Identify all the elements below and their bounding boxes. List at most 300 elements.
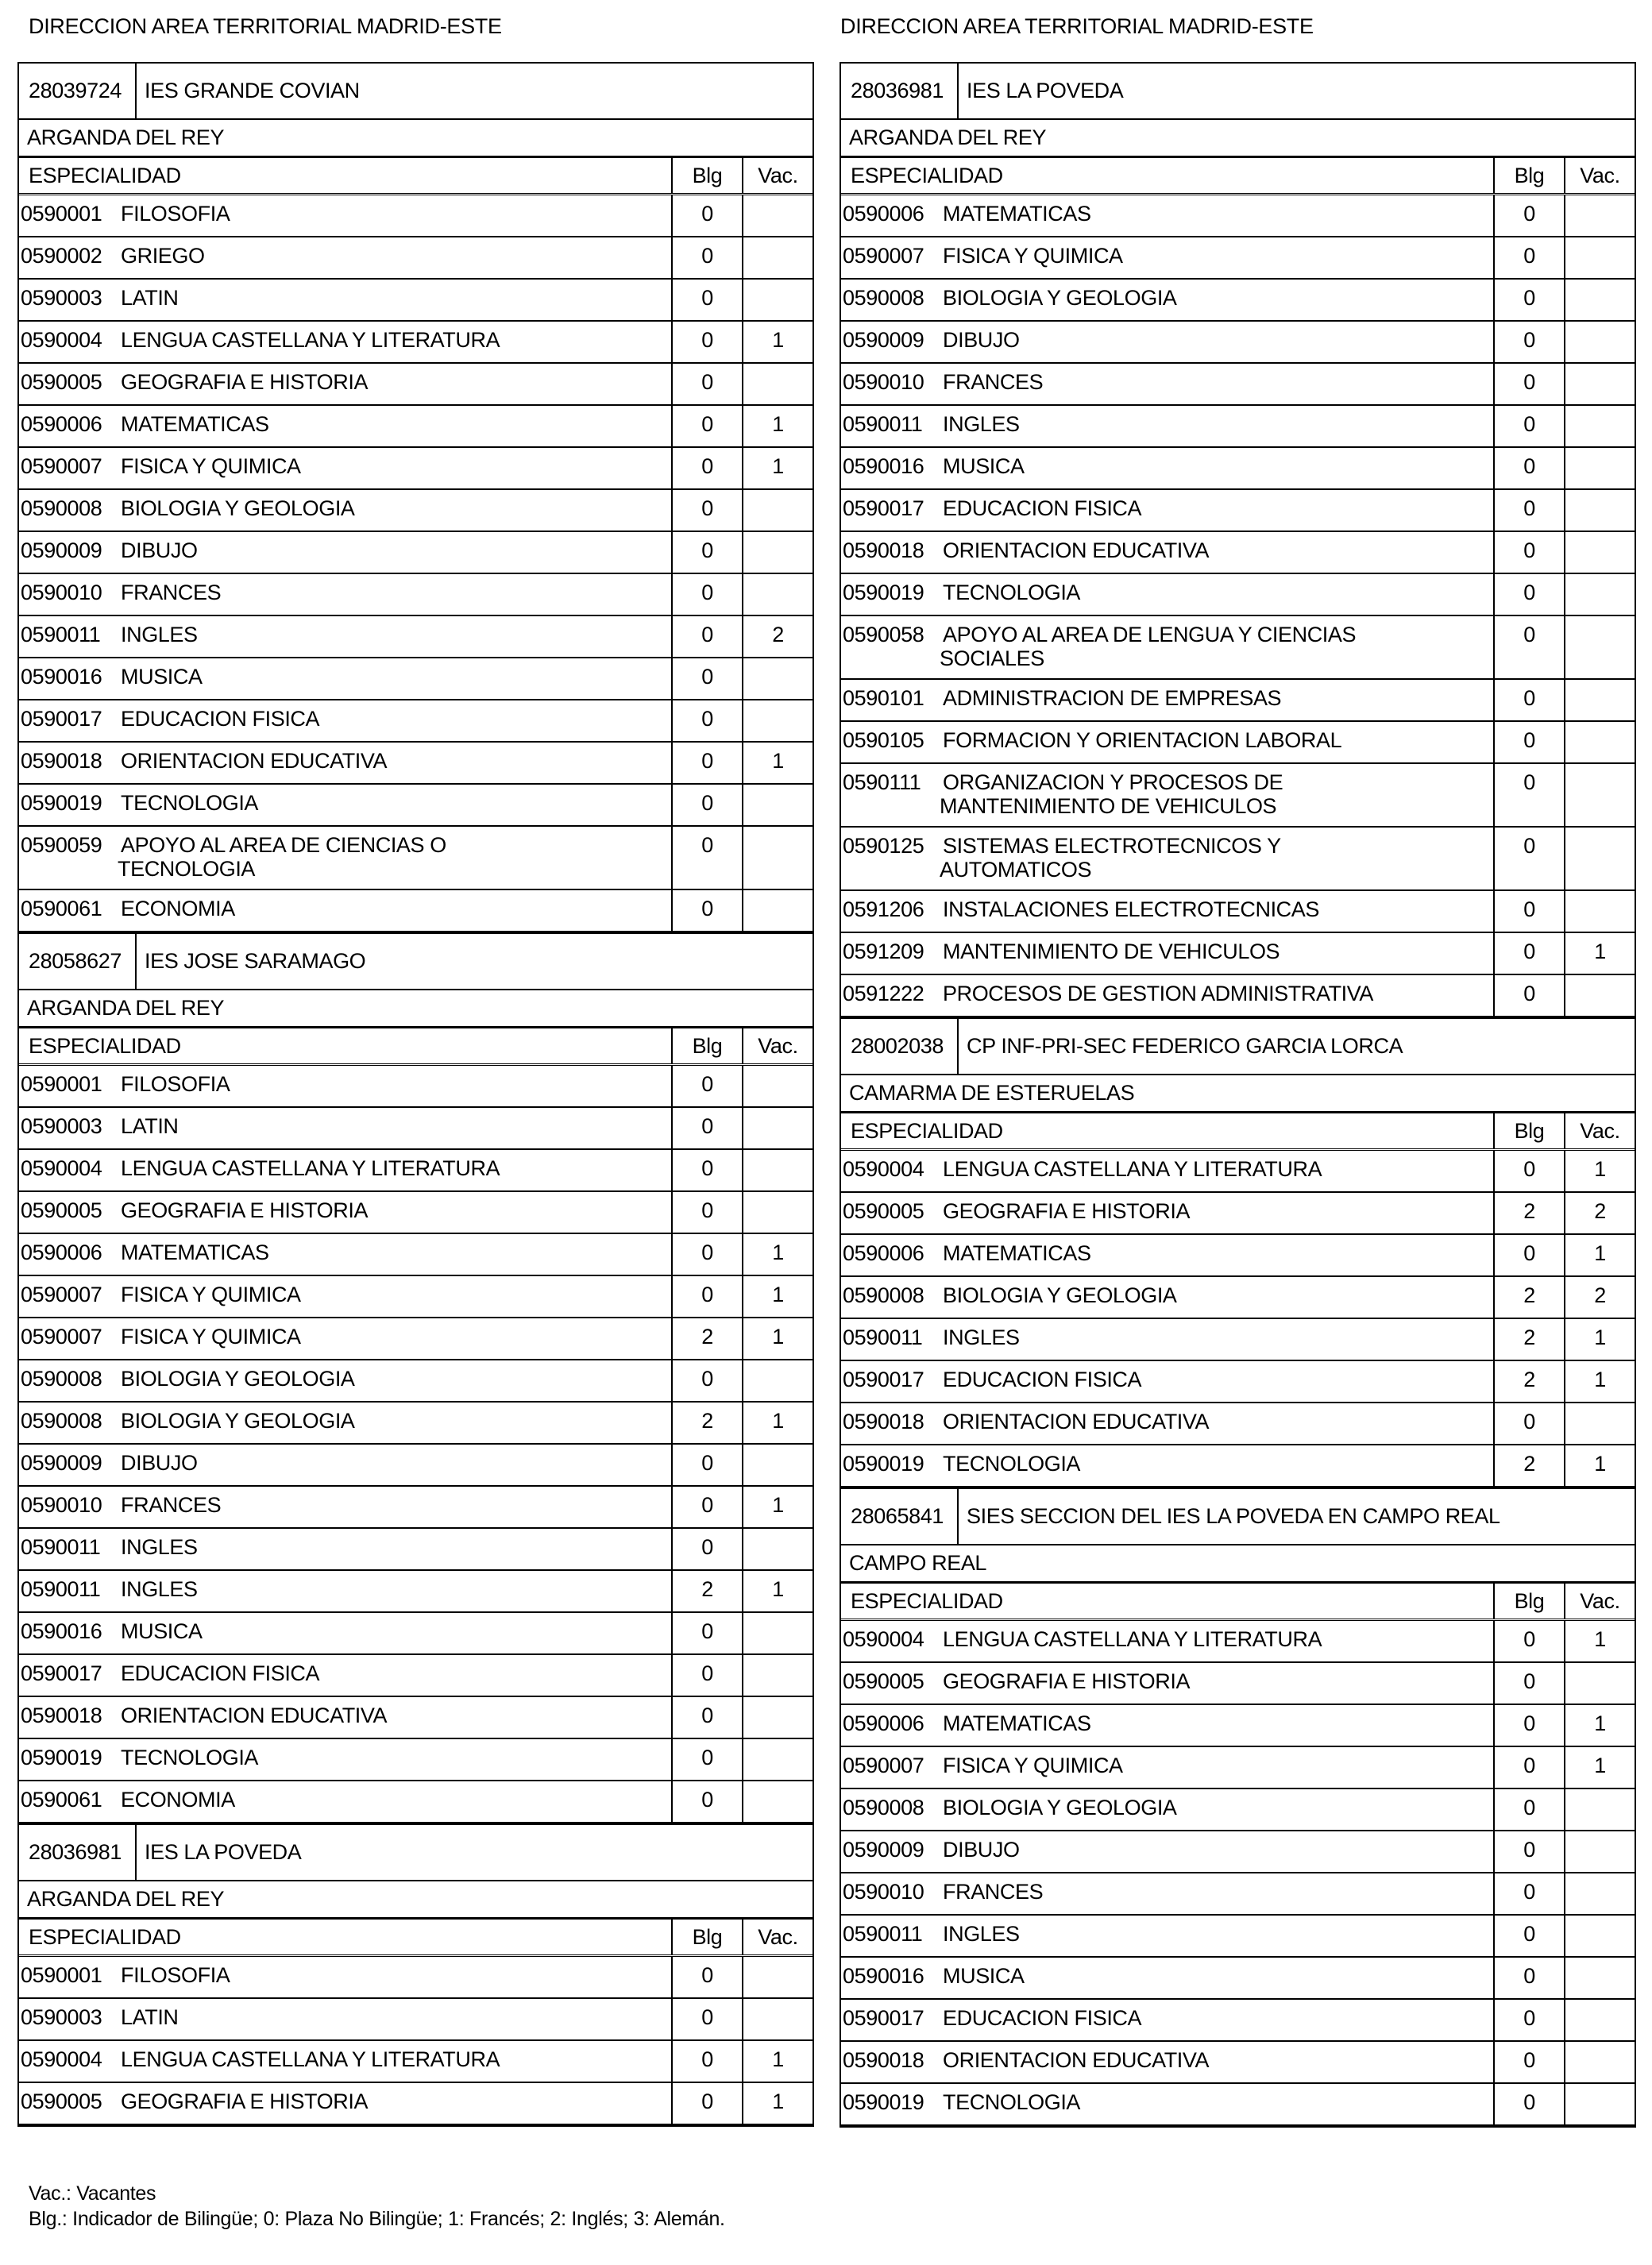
especialidad-name: INGLES bbox=[121, 1577, 198, 1601]
vac-cell bbox=[1564, 574, 1635, 615]
vac-cell bbox=[1564, 406, 1635, 446]
blg-cell: 0 bbox=[671, 2041, 742, 2082]
blg-cell: 0 bbox=[1493, 828, 1564, 889]
table-row bbox=[841, 1958, 1635, 2000]
especialidad-cell bbox=[841, 1831, 1493, 1872]
especialidad-name: ORIENTACION EDUCATIVA bbox=[121, 749, 388, 773]
especialidad-cell bbox=[19, 195, 671, 236]
especialidad-name: FILOSOFIA bbox=[121, 202, 230, 226]
blg-cell: 0 bbox=[1493, 532, 1564, 573]
blg-cell: 0 bbox=[1493, 280, 1564, 320]
table-row bbox=[19, 1403, 812, 1445]
especialidad-cell bbox=[841, 195, 1493, 236]
table-row bbox=[841, 1319, 1635, 1361]
blg-cell: 0 bbox=[1493, 1916, 1564, 1956]
vac-cell bbox=[742, 700, 812, 741]
especialidad-name: TECNOLOGIA bbox=[121, 791, 259, 815]
especialidad-cell bbox=[19, 1781, 671, 1822]
vac-cell bbox=[1564, 448, 1635, 488]
table-row bbox=[19, 280, 812, 322]
school-name: IES LA POVEDA bbox=[145, 1840, 302, 1864]
vac-cell: 1 bbox=[742, 406, 812, 446]
vac-cell bbox=[1564, 1663, 1635, 1704]
column-header-blg: Blg bbox=[1493, 1113, 1564, 1148]
especialidad-code: 0590019 bbox=[843, 581, 924, 604]
table-row bbox=[19, 827, 812, 890]
blg-cell: 0 bbox=[1493, 933, 1564, 974]
especialidad-code: 0590011 bbox=[21, 1535, 101, 1559]
table-row bbox=[841, 195, 1635, 237]
especialidad-line bbox=[21, 1409, 671, 1433]
table-row bbox=[841, 722, 1635, 764]
especialidad-code: 0590017 bbox=[843, 496, 924, 520]
especialidad-line bbox=[843, 244, 1493, 268]
blg-cell: 0 bbox=[671, 1781, 742, 1822]
vac-cell bbox=[1564, 764, 1635, 826]
especialidad-cell bbox=[19, 1108, 671, 1148]
especialidad-code: 0590010 bbox=[21, 1493, 102, 1517]
especialidad-name: GEOGRAFIA E HISTORIA bbox=[943, 1669, 1191, 1693]
especialidad-code: 0590007 bbox=[21, 1283, 102, 1306]
vac-cell bbox=[1564, 1958, 1635, 1998]
blg-cell: 0 bbox=[1493, 448, 1564, 488]
especialidad-cell bbox=[841, 237, 1493, 278]
blg-cell: 0 bbox=[1493, 1403, 1564, 1444]
vac-cell bbox=[742, 658, 812, 699]
especialidad-code: 0590005 bbox=[843, 1199, 924, 1223]
especialidad-code: 0590105 bbox=[843, 728, 924, 752]
table-row bbox=[19, 1318, 812, 1360]
especialidad-name: FILOSOFIA bbox=[121, 1963, 230, 1987]
column-header-especialidad: ESPECIALIDAD bbox=[851, 1118, 1003, 1143]
column-header-especialidad: ESPECIALIDAD bbox=[29, 1033, 181, 1058]
school-code: 28058627 bbox=[19, 934, 137, 989]
column-header-vac: Vac. bbox=[1564, 1584, 1635, 1619]
school-header bbox=[19, 934, 812, 990]
school-location: ARGANDA DEL REY bbox=[19, 120, 812, 158]
especialidad-line bbox=[21, 1577, 671, 1601]
especialidad-line bbox=[21, 2047, 671, 2071]
vac-cell bbox=[1564, 364, 1635, 404]
especialidad-code: 0590004 bbox=[21, 1156, 102, 1180]
especialidad-name: ECONOMIA bbox=[121, 1788, 235, 1812]
vac-cell bbox=[742, 1529, 812, 1569]
especialidad-name: APOYO AL AREA DE CIENCIAS O bbox=[121, 833, 446, 857]
blg-cell: 0 bbox=[671, 1999, 742, 2039]
especialidad-cell bbox=[841, 1663, 1493, 1704]
table-row bbox=[841, 237, 1635, 280]
especialidad-code: 0590007 bbox=[21, 1325, 102, 1349]
blg-cell: 0 bbox=[671, 700, 742, 741]
vac-cell: 1 bbox=[1564, 1747, 1635, 1788]
especialidad-cell bbox=[19, 1066, 671, 1106]
especialidad-line bbox=[21, 2089, 671, 2113]
especialidad-cell bbox=[19, 532, 671, 573]
especialidad-line bbox=[843, 1880, 1493, 1904]
especialidad-code: 0590005 bbox=[21, 1198, 102, 1222]
especialidad-name: LATIN bbox=[121, 1114, 179, 1138]
especialidad-name: INGLES bbox=[943, 1325, 1020, 1349]
table-row bbox=[19, 1192, 812, 1234]
blg-cell: 0 bbox=[671, 743, 742, 783]
especialidad-cell bbox=[19, 574, 671, 615]
vac-cell bbox=[742, 1192, 812, 1233]
table-row bbox=[19, 700, 812, 743]
especialidad-code: 0590016 bbox=[843, 1964, 924, 1988]
especialidad-line bbox=[843, 2006, 1493, 2030]
table-row bbox=[19, 406, 812, 448]
vac-cell: 1 bbox=[1564, 1621, 1635, 1661]
legend-vacantes: Vac.: Vacantes bbox=[29, 2182, 156, 2205]
especialidad-code: 0590004 bbox=[843, 1627, 924, 1651]
especialidad-cell bbox=[19, 1318, 671, 1359]
blg-cell: 2 bbox=[1493, 1445, 1564, 1486]
especialidad-name: LENGUA CASTELLANA Y LITERATURA bbox=[943, 1157, 1322, 1181]
especialidad-name: SISTEMAS ELECTROTECNICOS Y bbox=[943, 834, 1281, 858]
especialidad-code: 0590011 bbox=[843, 1922, 923, 1946]
especialidad-code: 0590004 bbox=[843, 1157, 924, 1181]
table-row bbox=[19, 1066, 812, 1108]
especialidad-line bbox=[21, 1156, 671, 1180]
especialidad-code: 0590059 bbox=[21, 833, 102, 857]
school-table bbox=[17, 1823, 814, 2127]
table-row bbox=[19, 1445, 812, 1487]
especialidad-cell bbox=[19, 700, 671, 741]
table-row bbox=[19, 890, 812, 932]
especialidad-name: PROCESOS DE GESTION ADMINISTRATIVA bbox=[943, 982, 1373, 1005]
especialidad-name: FISICA Y QUIMICA bbox=[943, 244, 1123, 268]
especialidad-name: GEOGRAFIA E HISTORIA bbox=[121, 1198, 369, 1222]
column-header-row bbox=[841, 1113, 1635, 1151]
table-row bbox=[841, 1361, 1635, 1403]
especialidad-code: 0590005 bbox=[843, 1669, 924, 1693]
table-row bbox=[19, 448, 812, 490]
vac-cell bbox=[1564, 2042, 1635, 2082]
especialidad-cell bbox=[19, 1192, 671, 1233]
especialidad-code: 0590008 bbox=[21, 1367, 102, 1391]
especialidad-name: LENGUA CASTELLANA Y LITERATURA bbox=[121, 2047, 500, 2071]
especialidad-line bbox=[21, 538, 671, 562]
especialidad-name: MANTENIMIENTO DE VEHICULOS bbox=[943, 940, 1280, 963]
vac-cell bbox=[1564, 891, 1635, 932]
especialidad-line bbox=[843, 1669, 1493, 1693]
table-row bbox=[19, 1957, 812, 1999]
vac-cell bbox=[742, 1697, 812, 1738]
especialidad-line bbox=[843, 1410, 1493, 1433]
especialidad-cell bbox=[19, 827, 671, 889]
vac-cell bbox=[742, 195, 812, 236]
especialidad-code: 0590006 bbox=[843, 1241, 924, 1265]
blg-cell: 0 bbox=[671, 890, 742, 931]
vac-cell: 1 bbox=[1564, 1361, 1635, 1402]
left-column bbox=[17, 62, 814, 2127]
vac-cell: 1 bbox=[742, 1318, 812, 1359]
especialidad-code: 0590001 bbox=[21, 202, 102, 226]
blg-cell: 0 bbox=[1493, 616, 1564, 678]
especialidad-line bbox=[21, 1661, 671, 1685]
table-row bbox=[841, 1621, 1635, 1663]
especialidad-name: DIBUJO bbox=[943, 1838, 1020, 1862]
especialidad-name: ORGANIZACION Y PROCESOS DE bbox=[943, 770, 1283, 794]
school-header bbox=[19, 64, 812, 120]
especialidad-code: 0590018 bbox=[843, 538, 924, 562]
school-code: 28065841 bbox=[841, 1489, 959, 1544]
table-row bbox=[841, 2042, 1635, 2084]
especialidad-code: 0590009 bbox=[843, 1838, 924, 1862]
blg-cell: 0 bbox=[1493, 1621, 1564, 1661]
table-row bbox=[19, 785, 812, 827]
table-row bbox=[19, 1739, 812, 1781]
especialidad-line bbox=[843, 1452, 1493, 1476]
especialidad-cell bbox=[19, 406, 671, 446]
especialidad-name: MUSICA bbox=[943, 1964, 1025, 1988]
especialidad-line bbox=[843, 328, 1493, 352]
school-table bbox=[17, 62, 814, 932]
table-row bbox=[841, 828, 1635, 891]
especialidad-code: 0590003 bbox=[21, 286, 102, 310]
especialidad-line bbox=[843, 454, 1493, 478]
especialidad-code: 0590018 bbox=[843, 2048, 924, 2072]
especialidad-name: EDUCACION FISICA bbox=[121, 707, 320, 731]
especialidad-code: 0590008 bbox=[843, 1796, 924, 1819]
especialidad-name: ORIENTACION EDUCATIVA bbox=[943, 538, 1210, 562]
especialidad-name: FILOSOFIA bbox=[121, 1072, 230, 1096]
blg-cell: 0 bbox=[671, 280, 742, 320]
especialidad-line bbox=[21, 665, 671, 689]
especialidad-name: ORIENTACION EDUCATIVA bbox=[943, 1410, 1210, 1433]
table-row bbox=[19, 1781, 812, 1823]
especialidad-name: ORIENTACION EDUCATIVA bbox=[943, 2048, 1210, 2072]
especialidad-name: INGLES bbox=[121, 623, 198, 646]
column-header-blg: Blg bbox=[1493, 158, 1564, 193]
especialidad-name: MATEMATICAS bbox=[943, 202, 1091, 226]
blg-cell: 0 bbox=[671, 785, 742, 825]
especialidad-cell bbox=[19, 890, 671, 931]
table-row bbox=[841, 1873, 1635, 1916]
especialidad-name: GEOGRAFIA E HISTORIA bbox=[943, 1199, 1191, 1223]
vac-cell bbox=[1564, 1789, 1635, 1830]
school-header bbox=[841, 1489, 1635, 1545]
especialidad-line bbox=[843, 1838, 1493, 1862]
school-header bbox=[841, 64, 1635, 120]
blg-cell: 0 bbox=[671, 1276, 742, 1317]
especialidad-code: 0590111 bbox=[843, 770, 921, 794]
blg-cell: 0 bbox=[1493, 1958, 1564, 1998]
especialidad-line bbox=[21, 1788, 671, 1812]
blg-cell: 2 bbox=[1493, 1361, 1564, 1402]
especialidad-name: FISICA Y QUIMICA bbox=[121, 1283, 301, 1306]
especialidad-line bbox=[843, 897, 1493, 921]
vac-cell bbox=[1564, 828, 1635, 889]
especialidad-cell bbox=[19, 785, 671, 825]
especialidad-line bbox=[843, 286, 1493, 310]
especialidad-name: BIOLOGIA Y GEOLOGIA bbox=[943, 1283, 1177, 1307]
blg-cell: 0 bbox=[1493, 1831, 1564, 1872]
especialidad-name: BIOLOGIA Y GEOLOGIA bbox=[943, 286, 1177, 310]
blg-cell: 0 bbox=[671, 1234, 742, 1275]
especialidad-cell bbox=[19, 1957, 671, 1997]
especialidad-cell bbox=[19, 1739, 671, 1780]
especialidad-cell bbox=[19, 1529, 671, 1569]
especialidad-cell bbox=[19, 490, 671, 531]
especialidad-cell bbox=[841, 764, 1493, 826]
vac-cell bbox=[742, 490, 812, 531]
especialidad-name: BIOLOGIA Y GEOLOGIA bbox=[121, 1409, 355, 1433]
table-row bbox=[841, 2084, 1635, 2126]
especialidad-code: 0590006 bbox=[843, 1711, 924, 1735]
blg-cell: 0 bbox=[671, 237, 742, 278]
table-row bbox=[19, 1613, 812, 1655]
especialidad-code: 0590008 bbox=[843, 1283, 924, 1307]
blg-cell: 0 bbox=[671, 1192, 742, 1233]
especialidad-cell bbox=[19, 280, 671, 320]
especialidad-name: INGLES bbox=[943, 412, 1020, 436]
especialidad-code: 0590016 bbox=[21, 665, 102, 689]
especialidad-name: LATIN bbox=[121, 2005, 179, 2029]
especialidad-code: 0590006 bbox=[21, 412, 102, 436]
table-row bbox=[19, 490, 812, 532]
especialidad-name-continued: TECNOLOGIA bbox=[118, 857, 256, 881]
right-column bbox=[840, 62, 1636, 2128]
blg-cell: 0 bbox=[671, 1739, 742, 1780]
especialidad-code: 0590004 bbox=[21, 2047, 102, 2071]
vac-cell: 1 bbox=[742, 448, 812, 488]
column-header-blg: Blg bbox=[671, 158, 742, 193]
especialidad-cell bbox=[19, 743, 671, 783]
vac-cell bbox=[742, 785, 812, 825]
especialidad-line bbox=[843, 982, 1493, 1005]
blg-cell: 2 bbox=[671, 1403, 742, 1443]
column-header-row bbox=[19, 1028, 812, 1066]
especialidad-name: TECNOLOGIA bbox=[943, 581, 1081, 604]
table-row bbox=[841, 1445, 1635, 1487]
vac-cell bbox=[1564, 2000, 1635, 2040]
especialidad-line bbox=[21, 244, 671, 268]
especialidad-name: FRANCES bbox=[943, 1880, 1044, 1904]
especialidad-cell bbox=[841, 448, 1493, 488]
especialidad-line bbox=[843, 538, 1493, 562]
vac-cell: 2 bbox=[1564, 1277, 1635, 1318]
especialidad-cell bbox=[19, 364, 671, 404]
especialidad-name: ECONOMIA bbox=[121, 897, 235, 920]
column-header-vac: Vac. bbox=[742, 158, 812, 193]
especialidad-line bbox=[843, 623, 1493, 646]
especialidad-line bbox=[843, 770, 1493, 794]
school-location: CAMPO REAL bbox=[841, 1545, 1635, 1584]
table-row bbox=[841, 1705, 1635, 1747]
blg-cell: 0 bbox=[1493, 406, 1564, 446]
vac-cell bbox=[742, 1150, 812, 1190]
especialidad-code: 0590007 bbox=[843, 244, 924, 268]
vac-cell: 1 bbox=[742, 1571, 812, 1611]
school-code: 28036981 bbox=[19, 1825, 137, 1880]
blg-cell: 0 bbox=[671, 1957, 742, 1997]
especialidad-line bbox=[21, 1619, 671, 1643]
especialidad-cell bbox=[841, 364, 1493, 404]
especialidad-name-continued: SOCIALES bbox=[940, 646, 1044, 670]
blg-cell: 0 bbox=[1493, 891, 1564, 932]
column-header-especialidad: ESPECIALIDAD bbox=[29, 1924, 181, 1949]
especialidad-cell bbox=[841, 1445, 1493, 1486]
especialidad-code: 0590010 bbox=[21, 581, 102, 604]
school-table bbox=[840, 62, 1636, 1017]
especialidad-line bbox=[843, 1199, 1493, 1223]
school-header bbox=[841, 1019, 1635, 1075]
blg-cell: 0 bbox=[671, 1613, 742, 1653]
table-row bbox=[841, 1277, 1635, 1319]
vac-cell bbox=[742, 280, 812, 320]
vac-cell bbox=[742, 1781, 812, 1822]
vac-cell: 1 bbox=[1564, 1235, 1635, 1275]
especialidad-code: 0590008 bbox=[843, 286, 924, 310]
column-header-blg: Blg bbox=[1493, 1584, 1564, 1619]
especialidad-line bbox=[843, 2090, 1493, 2114]
especialidad-cell bbox=[841, 1916, 1493, 1956]
especialidad-name: EDUCACION FISICA bbox=[121, 1661, 320, 1685]
especialidad-cell bbox=[19, 1697, 671, 1738]
blg-cell: 2 bbox=[671, 1318, 742, 1359]
especialidad-code: 0590009 bbox=[843, 328, 924, 352]
blg-cell: 0 bbox=[1493, 1235, 1564, 1275]
especialidad-cell bbox=[841, 1235, 1493, 1275]
vac-cell: 1 bbox=[1564, 1705, 1635, 1746]
vac-cell: 1 bbox=[1564, 1319, 1635, 1360]
especialidad-code: 0590005 bbox=[21, 370, 102, 394]
especialidad-code: 0590002 bbox=[21, 244, 102, 268]
especialidad-line bbox=[843, 202, 1493, 226]
table-row bbox=[841, 933, 1635, 975]
especialidad-cell bbox=[841, 616, 1493, 678]
especialidad-name: MATEMATICAS bbox=[943, 1711, 1091, 1735]
especialidad-name: FORMACION Y ORIENTACION LABORAL bbox=[943, 728, 1342, 752]
table-row bbox=[841, 532, 1635, 574]
especialidad-code: 0590019 bbox=[21, 1746, 102, 1769]
blg-cell: 0 bbox=[671, 658, 742, 699]
especialidad-line bbox=[21, 1114, 671, 1138]
especialidad-cell bbox=[841, 280, 1493, 320]
especialidad-line bbox=[21, 833, 671, 857]
especialidad-code: 0590016 bbox=[843, 454, 924, 478]
table-row bbox=[19, 1999, 812, 2041]
especialidad-line bbox=[21, 1746, 671, 1769]
blg-cell: 0 bbox=[1493, 1747, 1564, 1788]
especialidad-name: MATEMATICAS bbox=[943, 1241, 1091, 1265]
table-row bbox=[19, 195, 812, 237]
especialidad-name: TECNOLOGIA bbox=[121, 1746, 259, 1769]
especialidad-code: 0590009 bbox=[21, 1451, 102, 1475]
blg-cell: 0 bbox=[671, 574, 742, 615]
especialidad-code: 0590018 bbox=[21, 749, 102, 773]
blg-cell: 0 bbox=[1493, 237, 1564, 278]
table-row bbox=[19, 1150, 812, 1192]
especialidad-code: 0591206 bbox=[843, 897, 924, 921]
table-row bbox=[19, 1655, 812, 1697]
blg-cell: 0 bbox=[671, 490, 742, 531]
especialidad-cell bbox=[841, 891, 1493, 932]
vac-cell bbox=[1564, 195, 1635, 236]
especialidad-name: EDUCACION FISICA bbox=[943, 1368, 1142, 1391]
blg-cell: 0 bbox=[671, 195, 742, 236]
especialidad-name-continued: AUTOMATICOS bbox=[940, 858, 1092, 882]
especialidad-cell bbox=[19, 1403, 671, 1443]
especialidad-line bbox=[843, 581, 1493, 604]
table-row bbox=[841, 891, 1635, 933]
especialidad-name: BIOLOGIA Y GEOLOGIA bbox=[121, 496, 355, 520]
especialidad-cell bbox=[841, 322, 1493, 362]
table-row bbox=[841, 448, 1635, 490]
vac-cell bbox=[742, 1066, 812, 1106]
especialidad-line bbox=[21, 749, 671, 773]
